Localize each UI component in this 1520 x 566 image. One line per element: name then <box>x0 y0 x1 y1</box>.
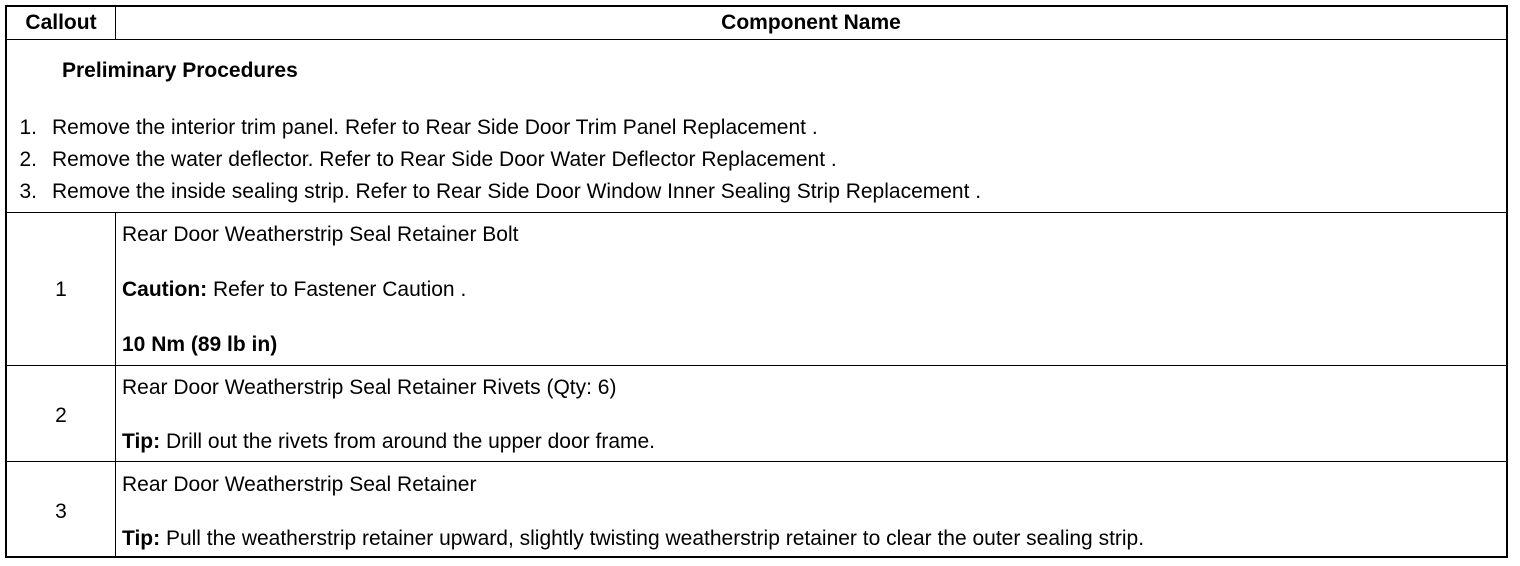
header-component-name: Component Name <box>721 11 901 34</box>
component-name: Rear Door Weatherstrip Seal Retainer Rivets (Qty: 6) <box>122 376 617 399</box>
tip-label: Tip: <box>122 430 161 453</box>
component-name: Rear Door Weatherstrip Seal Retainer Bolt <box>122 223 519 246</box>
step-text: Remove the inside sealing strip. Refer to Rear Side Door Window Inner Sealing Strip Replacement . <box>52 180 982 203</box>
row-divider <box>115 212 116 365</box>
procedure-table <box>5 5 1508 558</box>
row-rule <box>7 365 1506 366</box>
row-divider <box>115 365 116 461</box>
step-number: 3. <box>19 180 37 203</box>
row-rule <box>7 461 1506 462</box>
row-divider <box>115 461 116 556</box>
header-rule <box>7 39 1506 40</box>
step-text: Remove the interior trim panel. Refer to Rear Side Door Trim Panel Replacement . <box>52 116 818 139</box>
step-number: 1. <box>19 116 37 139</box>
preliminary-title: Preliminary Procedures <box>62 59 298 82</box>
tip-note <box>122 430 655 454</box>
tip-label: Tip: <box>122 527 161 550</box>
caution-label: Caution: <box>122 278 208 301</box>
torque-spec: 10 Nm (89 lb in) <box>122 333 278 356</box>
callout-number: 3 <box>55 500 67 523</box>
row-rule <box>7 212 1506 213</box>
tip-note <box>122 527 1144 551</box>
tip-text: Pull the weatherstrip retainer upward, slightly twisting weatherstrip retainer to clear the outer sealing strip. <box>160 527 1145 550</box>
callout-number: 1 <box>55 278 67 301</box>
callout-number: 2 <box>55 404 67 427</box>
step-number: 2. <box>19 148 37 171</box>
tip-text: Drill out the rivets from around the upper door frame. <box>160 430 656 453</box>
caution-text: Refer to Fastener Caution . <box>207 278 467 301</box>
header-callout: Callout <box>25 11 97 34</box>
step-text: Remove the water deflector. Refer to Rear Side Door Water Deflector Replacement . <box>52 148 837 171</box>
component-name: Rear Door Weatherstrip Seal Retainer <box>122 473 477 496</box>
caution-note <box>122 278 466 302</box>
